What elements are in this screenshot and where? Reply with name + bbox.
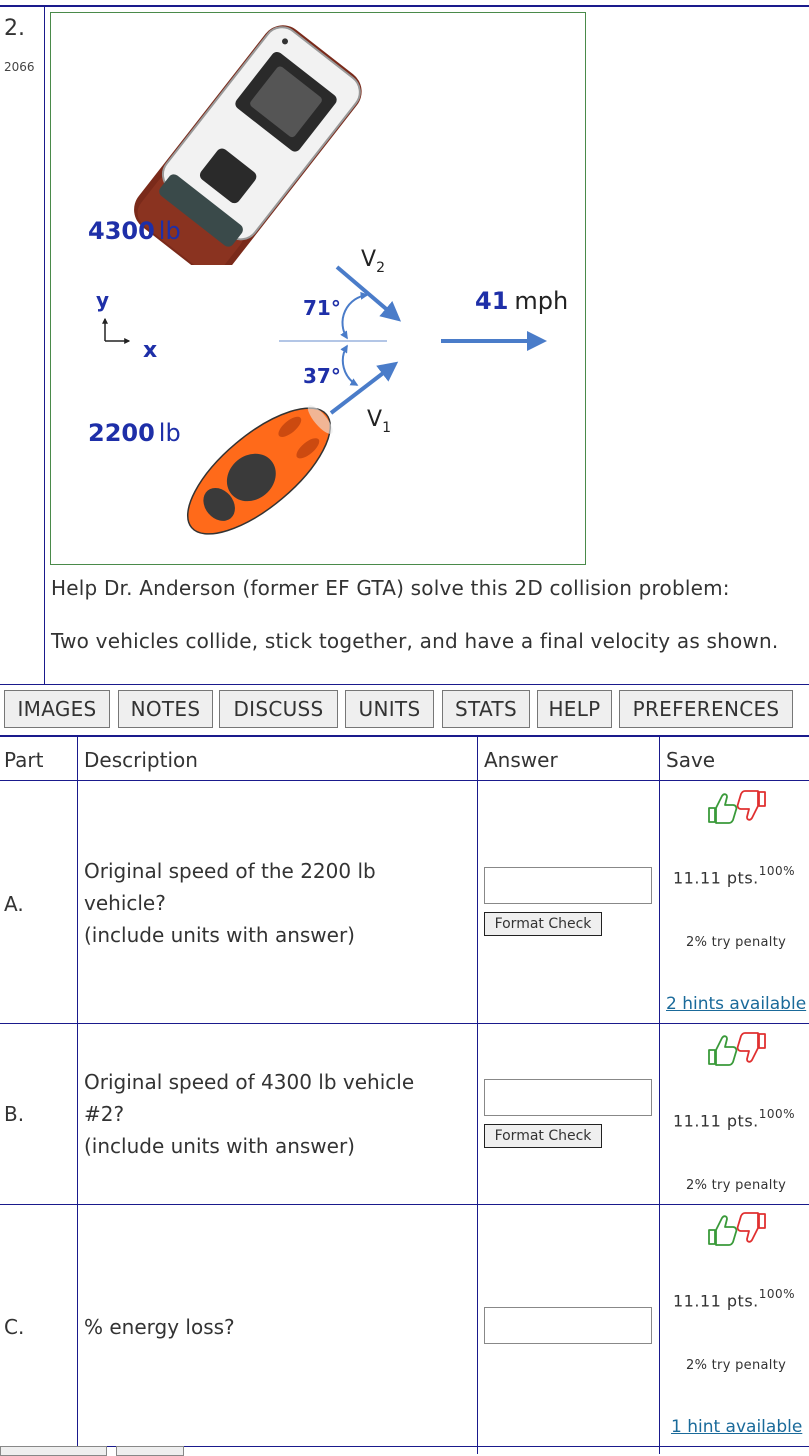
question-text-line2: Two vehicles collide, stick together, and have a final velocity as shown. (51, 629, 779, 653)
question-text-line1: Help Dr. Anderson (former EF GTA) solve this 2D collision problem: (51, 576, 730, 600)
final-speed-label: 41 mph (475, 287, 569, 315)
try-penalty: 2% try penalty (686, 1178, 787, 1193)
description-line: Original speed of the 2200 lb (84, 859, 376, 883)
axes-indicator (96, 288, 157, 363)
answer-input[interactable] (484, 1079, 652, 1116)
col-divider-2 (477, 737, 478, 1454)
stats-button[interactable]: STATS (442, 690, 530, 728)
svg-text:x: x (143, 338, 158, 363)
thumbs-down-icon[interactable] (738, 791, 765, 820)
answer-input[interactable] (484, 867, 652, 904)
thumbs-down-icon[interactable] (738, 1213, 765, 1242)
question-number: 2. (4, 16, 25, 41)
angle-71-label: 71° (303, 296, 341, 320)
svg-text:y: y (96, 288, 110, 312)
points-value: 11.11 pts.$^{100\%}$ (673, 864, 796, 888)
points-value: 11.11 pts.$^{100\%}$ (673, 1287, 796, 1311)
description-line: (include units with answer) (84, 1134, 355, 1158)
top-rule (0, 5, 809, 7)
thumbs-up-icon[interactable] (709, 1216, 736, 1245)
images-button[interactable]: IMAGES (4, 690, 110, 728)
bottom-button-partial[interactable] (116, 1446, 184, 1456)
question-id: 2066 (4, 60, 35, 74)
thumbs-rating (703, 1210, 773, 1248)
thumbs-down-icon[interactable] (738, 1033, 765, 1062)
points-value: 11.11 pts.$^{100\%}$ (673, 1107, 796, 1131)
col-divider-1 (77, 737, 78, 1454)
light-weight-label: 2200 lb (88, 419, 181, 447)
header-row-rule (0, 780, 809, 781)
description-line: Original speed of 4300 lb vehicle (84, 1070, 415, 1094)
description-line: vehicle? (84, 891, 166, 915)
format-check-button[interactable]: Format Check (484, 1124, 602, 1148)
part-label: B. (4, 1102, 25, 1126)
thumbs-up-icon[interactable] (709, 1036, 736, 1065)
bottom-button-partial[interactable] (0, 1446, 107, 1456)
discuss-button[interactable]: DISCUSS (219, 690, 338, 728)
row-b-rule (0, 1204, 809, 1205)
header-description: Description (84, 748, 198, 772)
collision-figure (50, 12, 586, 565)
notes-button[interactable]: NOTES (118, 690, 213, 728)
heavy-weight-label: 4300 lb (88, 217, 181, 245)
col-divider-3 (659, 737, 660, 1454)
table-top-rule (0, 735, 809, 737)
try-penalty: 2% try penalty (686, 935, 787, 950)
part-label: A. (4, 892, 24, 916)
units-button[interactable]: UNITS (345, 690, 434, 728)
v2-label: $V_2$ (361, 247, 385, 276)
v1-label: $V_1$ (367, 407, 391, 436)
preferences-button[interactable]: PREFERENCES (619, 690, 793, 728)
hints-link[interactable]: 1 hint available (671, 1417, 803, 1437)
answer-input[interactable] (484, 1307, 652, 1344)
question-bottom-rule (0, 684, 809, 685)
angle-37-label: 37° (303, 364, 341, 388)
part-label: C. (4, 1315, 25, 1339)
header-part: Part (4, 748, 44, 772)
help-button[interactable]: HELP (537, 690, 612, 728)
header-answer: Answer (484, 748, 558, 772)
thumbs-up-icon[interactable] (709, 794, 736, 823)
angle-37-arc (343, 346, 357, 385)
question-divider (44, 7, 45, 684)
format-check-button[interactable]: Format Check (484, 912, 602, 936)
header-save: Save (666, 748, 716, 772)
description-line: (include units with answer) (84, 923, 355, 947)
sports-car-image (168, 387, 349, 555)
hints-link[interactable]: 2 hints available (666, 994, 807, 1014)
v2-arrow (337, 267, 398, 319)
try-penalty: 2% try penalty (686, 1358, 787, 1373)
description-line: % energy loss? (84, 1315, 235, 1339)
thumbs-rating (703, 788, 773, 826)
angle-71-arc (343, 295, 367, 338)
thumbs-rating (703, 1030, 773, 1068)
row-a-rule (0, 1023, 809, 1024)
description-line: #2? (84, 1102, 125, 1126)
